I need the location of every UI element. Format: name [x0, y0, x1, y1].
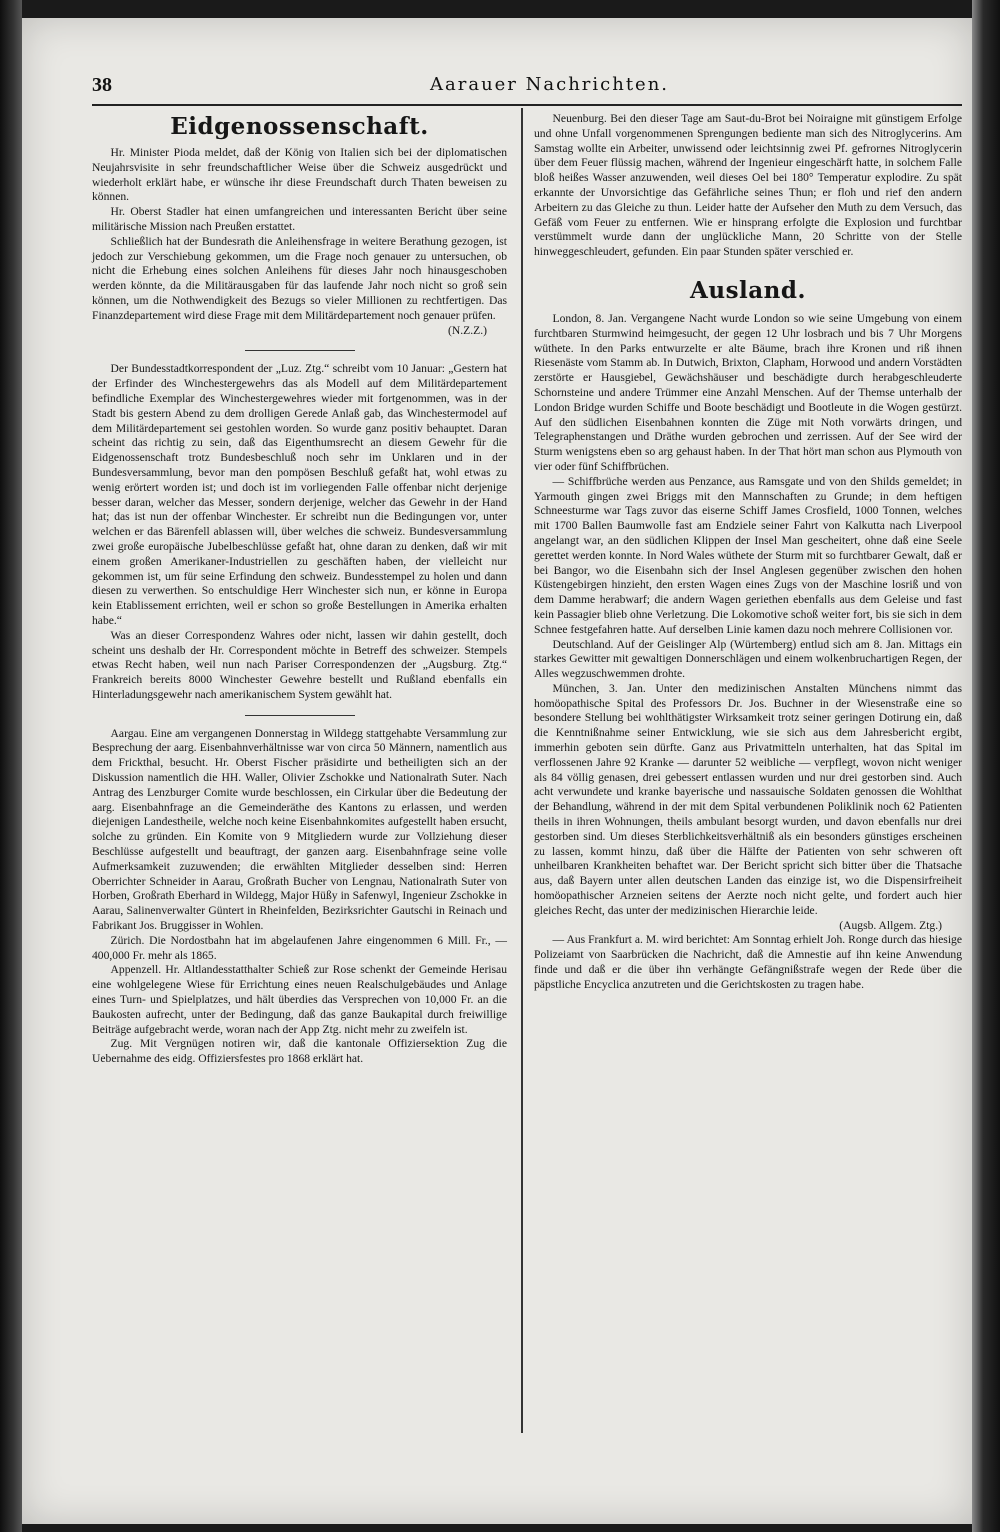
article-paragraph: Der Bundesstadtkorrespondent der „Luz. Ztg.“ schreibt vom 10 Januar: „Gestern hat der Erfinder des Winchestergewehrs das als Modell auf dem Militärdepartement befindliche Exemplar des Winchestergewehres wieder mit fortgenommen, was in der Stadt bis gestern Abend zu dem drolligen Gerede Anlaß gab, das Winchestermodel auf dem Militärdepartement sei gestohlen worden. So wurde ganz positiv behauptet. Daran scheint das richtig zu sein, daß das Eigenthumsrecht an diesem Gewehr für die Eidgenossenschaft trotz Bundesbeschluß noch sehr im Unklaren und in der Bundesversammlung, bevor man den pompösen Beschluß gefaßt hat, wohl etwas zu wenig erörtert worden ist; und doch ist im vorliegenden Falle offenbar nicht derjenige besser daran, welcher das Messer, sondern derjenige, welcher das Gewehr in der Hand hat; das ist nun der offenbar Winchester. Er schreibt nun die Bedingungen vor, unter welchen er das Bärenfell ablassen will, über welches die schweiz. Bundesversammlung zwei große europäische Jubelbeschlüsse gefaßt hat, ohne daran zu denken, daß wir mit einem großen Amerikaner-Industriellen zu geschäften haben, der vielleicht nur gekommen ist, um für seine Erfindung den schweiz. Bundesstempel zu holen und dann diesen zu verwerthen. So entschuldige Herr Winchester sich nun, er könne in Europa kein Etablissement errichten, weil er schon so große Bestellungen in Amerika erhalten habe.“: [92, 362, 507, 627]
article-paragraph: London, 8. Jan. Vergangene Nacht wurde London so wie seine Umgebung von einem furchtbaren Sturmwind heimgesucht, der gegen 12 Uhr losbrach und bis 7 Uhr Morgens wüthete. In den Parks entwurzelte er alte Bäume, brach ihre Kronen und riß ihnen Riesenäste vom Stamm ab. In Dutwich, Brixton, Clapham, Horwood und andern Vorstädten zerstörte er Hausgiebel, Gewächshäuser und beschädigte durch herabgeschleuderte Schornsteine und andere Trümmer eine Anzahl Menschen. Auf der Themse unterhalb der London Bridge wurden Schiffe und Boote beschädigt und Bootleute in die Wogen gestürzt. Auf den südlichen Eisenbahnen konnten die Züge mit Noth vorwärts dringen, und Telegraphenstangen und Dräthe wurden gebrochen und zerrissen. Auf der See wird der Sturm wenigstens eben so arg gehaust haben. In der That hört man schon aus Plymouth von vier oder fünf Schiffbrüchen.: [534, 311, 962, 473]
article-paragraph: München, 3. Jan. Unter den medizinischen Anstalten Münchens nimmt das homöopathische Spital des Professors Dr. Jos. Buchner in der Wiesenstraße eine so besondere Stellung bei wohlthätigster Wirksamkeit trotz seiner geringen Dotirung ein, daß die Kenntnißnahme seiner Entwicklung, wie sie sich aus dem Jahresbericht ergibt, immerhin geboten sein dürfte. Ganz aus Privatmitteln unterhalten, hat das Spital im verflossenen Jahre 92 Kranke — darunter 52 weibliche — verpflegt, wovon nicht weniger als 84 völlig genasen, drei gebessert entlassen wurden und nur drei gestorben sind. Auch acht verwundete und kranke bayerische und nassauische Soldaten genossen die Wohlthat der Behandlung, während in der mit dem Spital verbundenen Poliklinik noch 62 Patienten theils in ihren Wohnungen, theils ambulant besorgt wurden, und davon ebenfalls nur drei gestorben sind. Um dieses Sterblichkeitsverhältniß als ein besonders günstiges erscheinen zu lassen, kommt hinzu, daß über die Hälfte der Patienten von sehr schweren oft unheilbaren Krankheiten behaftet war. Der Bericht spricht sich bitter über die Thatsache aus, daß Bayern unter allen deutschen Landen das einzige ist, wo die Dispensirfreiheit homöopathischer Arzneien seitens der Aerzte noch nicht gelte, und fordert auch hier gleiches Recht, das unter der medizinischen Hierarchie leide.: [534, 681, 962, 917]
article-paragraph: Schließlich hat der Bundesrath die Anleihensfrage in weitere Berathung gezogen, ist jedoch zur Verschiebung gekommen, um die Frage noch genauer zu untersuchen, ob nicht die Erhebung eines solchen Anleihens für dieses Jahr noch hinausgeschoben werden könnte, da die Militärausgaben für das laufende Jahr noch nicht so groß sein können, um die Nothwendigkeit des Bezugs so vieler Millionen zu rechtfertigen. Das Finanzdepartement wird diese Frage mit dem Militärdepartement noch genauer prüfen.: [92, 234, 507, 322]
article-paragraph: — Schiffbrüche werden aus Penzance, aus Ramsgate und von den Shilds gemeldet; in Yarmouth gingen zwei Briggs mit den Mannschaften zu Grunde; in dem heftigen Schneesturme war Tags zuvor das eiserne Schiff James Crosfield, 1000 Tonnen, welches mit 1700 Ballen Baumwolle fast am Endziele seiner Fahrt von Kalkutta nach Liverpool angelangt war, an den südlichen Klippen der Insel Man gescheitert, ohne daß eine Seele gerettet werden konnte. In Nord Wales wüthete der Sturm mit so furchtbarer Gewalt, daß er bei Bangor, wo die Eisenbahn sich der Insel Anglesen gegenüber zwischen den hohen Küstengebirgen hinzieht, den ersten Wagen eines Zugs von der Maschine losriß und von dem Damme herabwarf; die andern Wagen geriethen ebenfalls aus dem Geleise und fast kein Passagier blieb ohne Verletzung. Die Lokomotive schoß weiter fort, bis sie sich in dem Schnee festgefahren hatte. Auf derselben Linie kamen dazu noch mehrere Collisionen vor.: [534, 474, 962, 636]
article-paragraph: Deutschland. Auf der Geislinger Alp (Würtemberg) entlud sich am 8. Jan. Mittags ein starkes Gewitter mit gewaltigen Donnerschlägen und einem wolkenbruchartigen Regen, der Alles wegzuschwemmen drohte.: [534, 637, 962, 681]
source-credit: (Augsb. Allgem. Ztg.): [839, 918, 942, 932]
page-edge-shadow: [972, 0, 1000, 1532]
source-credit: (N.Z.Z.): [448, 323, 487, 337]
article-paragraph: Appenzell. Hr. Altlandesstatthalter Schieß zur Rose schenkt der Gemeinde Herisau eine wohlgelegene Wiese für Errichtung eines neuen Realschulgebäudes und Anlage eines Turn- und Spielplatzes, und hält überdies das Versprechen von 10,000 Fr. an die Baukosten aufrecht, unter der Bedingung, daß das ganze Baukapital durch freiwillige Beiträge aufgebracht werde, woran nach der App Ztg. nicht mehr zu zweifeln ist.: [92, 963, 507, 1036]
header-rule: [92, 104, 962, 106]
running-title: Aarauer Nachrichten.: [430, 74, 670, 95]
book-spine-shadow: [0, 0, 22, 1532]
article-paragraph: Hr. Minister Pioda meldet, daß der König von Italien sich bei der diplomatischen Neujahrsvisite in sehr freundschaftlicher Weise über die Schweiz ausgedrückt und wiederholt erklärt habe, er wünsche ihr diese Freundschaft durch Thaten beweisen zu können.: [92, 146, 507, 204]
article-paragraph: Neuenburg. Bei den dieser Tage am Saut-du-Brot bei Noiraigne mit günstigem Erfolge und ohne Unfall vorgenommenen Sprengungen bediente man sich des Nitroglycerins. Am Samstag wollte ein Arbeiter, unwissend oder leichtsinnig zwei Pf. gefrornes Nitroglycerin über dem Feuer flüssig machen, während der Ingenieur eingeschärft hatte, in solchem Falle bloß heißes Wasser anzuwenden, weil dieses Oel bei 180° Temperatur explodire. Zu spät erkannte der Unvorsichtige das Gefährliche seines Thun; er floh und rief den andern Arbeitern zu das Gleiche zu thun. Leider hatte der Aufseher den Muth zu dem Versuch, das Gefäß vom Feuer zu entfernen. Wie er hinsprang erfolgte die Explosion und furchtbar verstümmelt wurde dann der unglückliche Mann, 20 Schritte von der Stelle hinweggeschleudert, gefunden. Ein paar Stunden später verschied er.: [534, 112, 962, 259]
left-column: [92, 112, 507, 1067]
article-paragraph: — Aus Frankfurt a. M. wird berichtet: Am Sonntag erhielt Joh. Ronge durch das hiesige Polizeiamt von Saarbrücken die Nachricht, daß die Amnestie auf ihn keine Anwendung finde und daß er die über ihn verhängte Gefängnißstrafe wegen der Rede über die päpstliche Encyclica anzutreten und die Gerichtskosten zu tragen habe.: [534, 933, 962, 991]
separator-rule: [245, 715, 355, 716]
section-title-eidgenossenschaft: Eidgenossenschaft.: [170, 113, 429, 140]
article-paragraph: Was an dieser Correspondenz Wahres oder nicht, lassen wir dahin gestellt, doch scheint uns deshalb der Hr. Correspondent möchte in Betreff des schweizer. Stempels etwas Recht haben, weil nun nach Pariser Correspondenzen der „Augsburg. Ztg.“ Frankreich bereits 8000 Winchester Gewehre bestellt und Rußland ebenfalls ein Hinterladungsgewehr nach amerikanischem System gewählt hat.: [92, 628, 507, 701]
article-paragraph: Zürich. Die Nordostbahn hat im abgelaufenen Jahre eingenommen 6 Mill. Fr., — 400,000 Fr. mehr als 1865.: [92, 933, 507, 962]
article-paragraph: Zug. Mit Vergnügen notiren wir, daß die kantonale Offiziersektion Zug die Uebernahme des eidg. Offiziersfestes pro 1868 erklärt hat.: [92, 1037, 507, 1066]
article-paragraph: Hr. Oberst Stadler hat einen umfangreichen und interessanten Bericht über seine militärische Mission nach Preußen erstattet.: [92, 205, 507, 233]
page-number: 38: [92, 74, 112, 96]
section-title-ausland: Ausland.: [690, 276, 806, 304]
article-paragraph: Aargau. Eine am vergangenen Donnerstag in Wildegg stattgehabte Versammlung zur Besprechung der aarg. Eisenbahnverhältnisse war von circa 50 Männern, namentlich aus dem Frickthal, besucht. Hr. Oberst Fischer präsidirte und betheiligten sich an der Diskussion namentlich die HH. Waller, Olivier Zschokke und Nationalrath Suter. Nach Antrag des Lenzburger Comite wurde beschlossen, ein Cirkular über die Bedeutung der aarg. Eisenbahnfrage an die Gemeinderäthe des Kantons zu erlassen, und werden diejenigen Landestheile, welche noch keine Eisenbahnkomites aufgestellt haben ersucht, solche zu gründen. Ein Komite von 9 Mitgliedern wurde zur Vollziehung dieser Beschlüsse aufgestellt und beauftragt, der ganzen aarg. Eisenbahnfrage seine volle Aufmerksamkeit zuzuwenden; die erwählten Mitglieder desselben sind: Herren Oberrichter Schneider in Aarau, Großrath Bucher von Lengnau, Nationalrath Suter von Horben, Großrath Eberhard in Wildegg, Major Hüßy in Safenwyl, Ingenieur Zschokke in Aarau, Salinenverwalter Güntert in Rheinfelden, Bezirksrichter Gautschi in Reinach und Fabrikant Jos. Bruggisser in Wohlen.: [92, 726, 507, 933]
right-column: [534, 112, 962, 993]
column-rule: [521, 108, 523, 1433]
separator-rule: [245, 350, 355, 351]
